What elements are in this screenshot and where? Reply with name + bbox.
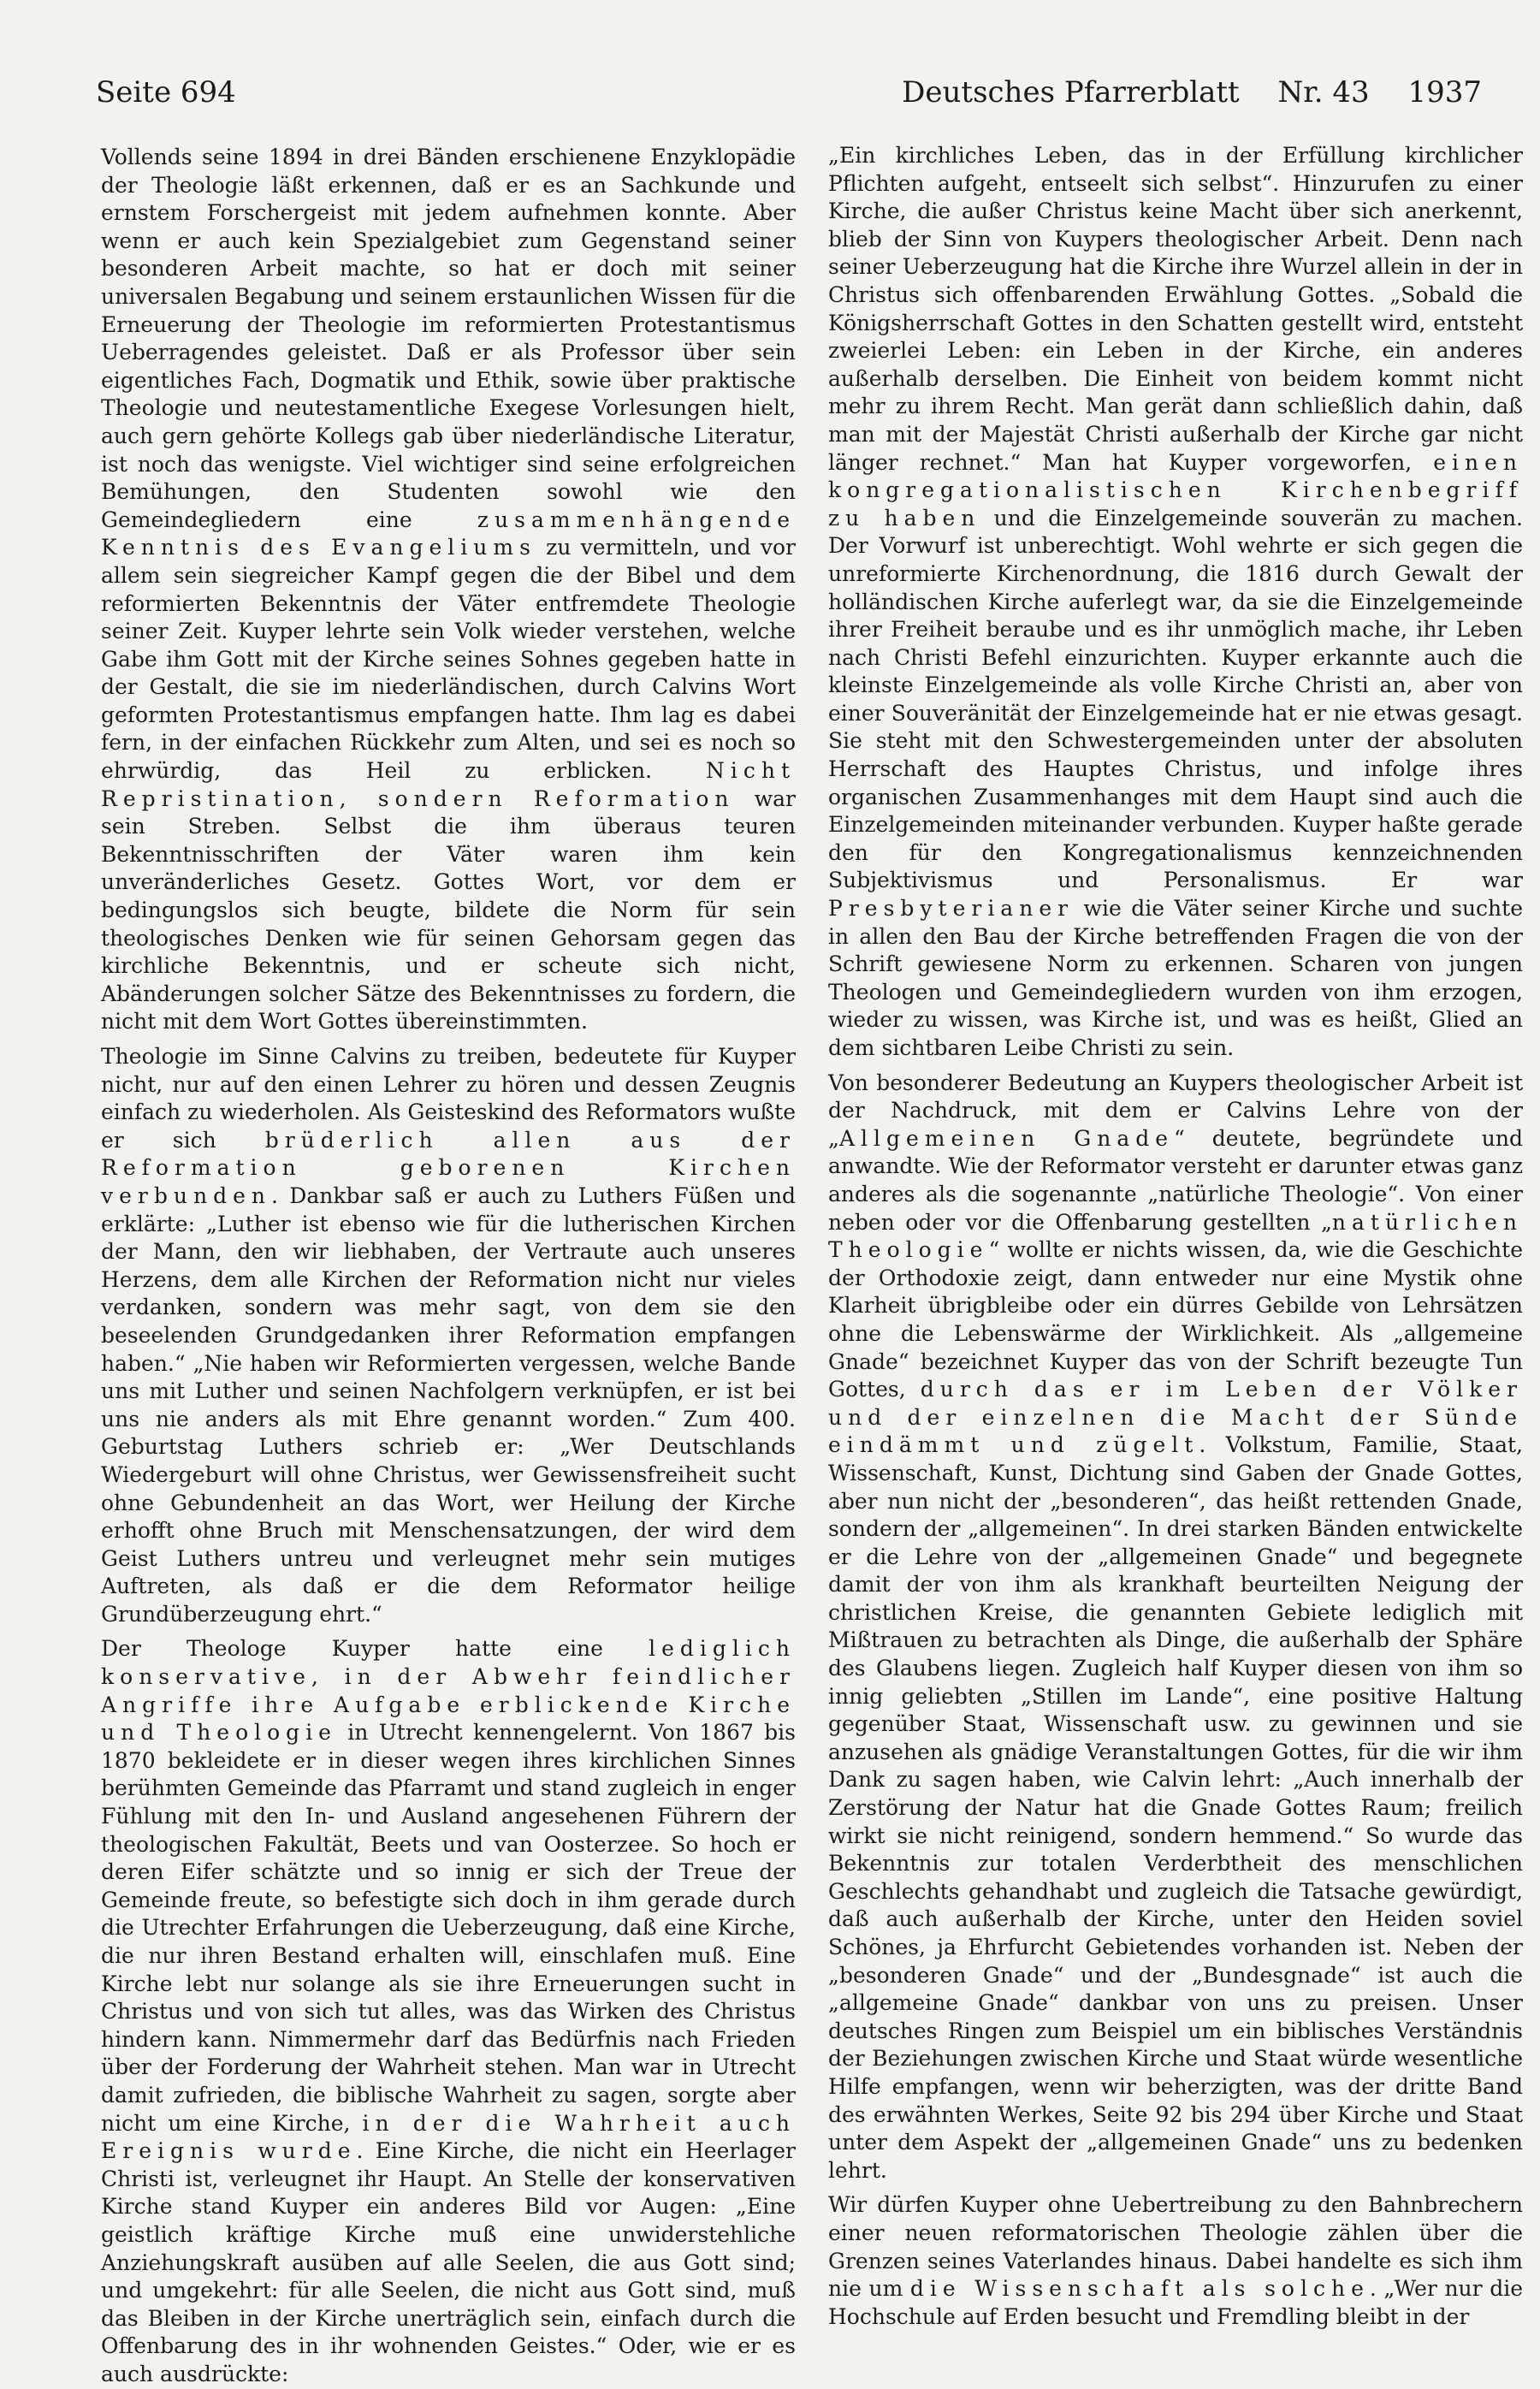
spaced-emphasis: zusammenhängende Kenntnis des Evangeliums: [101, 507, 796, 560]
year: 1937: [1407, 75, 1482, 110]
journal-info: [873, 75, 1482, 110]
spaced-emphasis: Allgemeinen Gnade: [838, 1125, 1175, 1151]
text-run: “ wollte er nichts wissen, da, wie die Geschichte der Orthodoxie zeigt, dann entweder nur eine Mystik ohne Klarheit übrigbleibe oder ein dürres Gebilde von Lehrsätzen ohne die Lebenswärme der Wirklichkeit. Als „allgemeine Gnade“ bezeichnet Kuyper das von der Schrift bezeugte Tun Gottes,: [828, 1237, 1523, 1402]
text-run: Theologie im Sinne Calvins zu treiben, bedeutete für Kuyper nicht, nur auf den einen Lehrer zu hören und dessen Zeugnis einfach zu wiederholen. Als Geisteskind des Reformators wußte er sich: [101, 1044, 796, 1153]
issue-number: Nr. 43: [1277, 75, 1370, 110]
text-run: . Dankbar saß er auch zu Luthers Füßen und erklärte: „Luther ist ebenso wie für die lutherischen Kirchen der Mann, den wir liebhaben, der Vertraute auch unseres Herzens, dem alle Kirchen der Reformation nicht nur vieles verdanken, sondern was mehr sagt, von dem sie den beseelenden Grundgedanken ihrer Reformation empfangen haben.“ „Nie haben wir Reformierten vergessen, welche Bande uns mit Luther und seinen Nachfolgern verknüpfen, er ist bei uns nie anders als mit Ehre genannt worden.“ Zum 400. Geburtstag Luthers schrieb er: „Wer Deutschlands Wiedergeburt will ohne Christus, wer Gewissensfreiheit sucht ohne Gebundenheit an das Wort, wer Heilung der Kirche erhofft ohne Bruch mit Menschensatzungen, der wird dem Geist Luthers untreu und verleugnet mehr sein mutiges Auftreten, als daß er die dem Reformator heilige Grundüberzeugung ehrt.“: [101, 1183, 796, 1627]
text-run: . Eine Kirche, die nicht ein Heerlager Christi ist, verleugnet ihr Haupt. An Stelle der konservativen Kirche stand Kuyper ein anderes Bild vor Augen: „Eine geistlich kräftige Kirche muß eine unwiderstehliche Anziehungskraft ausüben auf alle Seelen, die aus Gott sind; und umgekehrt: für alle Seelen, die nicht aus Gott sind, muß das Bleiben in der Kirche unerträglich sein, einfach durch die Offenbarung des in ihr wohnenden Geistes.“ Oder, wie er es auch ausdrückte:: [101, 2138, 796, 2386]
paragraph: [828, 2191, 1523, 2331]
spaced-emphasis: brüderlich allen aus der Reformation geborenen Kirchen verbunden: [101, 1127, 796, 1208]
spaced-emphasis: die Wissenschaft als solche: [909, 2276, 1370, 2302]
page-number: Seite 694: [96, 75, 236, 110]
text-run: und die Einzelgemeinde souverän zu machen. Der Vorwurf ist unberechtigt. Wohl wehrte er sich gegen die unreformierte Kirchenordnung, die 1816 durch Gewalt der holländischen Kirche auferlegt war, da sie die Einzelgemeinde ihrer Freiheit beraube und es ihr unmöglich mache, ihr Leben nach Christi Befehl einzurichten. Kuyper erkannte auch die kleinste Einzelgemeinde als volle Kirche Christi an, aber von einer Souveränität der Einzelgemeinde hat er nie etwas gesagt. Sie steht mit den Schwestergemeinden unter der absoluten Herrschaft des Hauptes Christus, und infolge ihres organischen Zusammenhanges mit dem Haupt sind auch die Einzelgemeinden miteinander verbunden. Kuyper haßte gerade den für den Kongregationalismus kennzeichnenden Subjektivismus und Personalismus. Er war: [828, 505, 1524, 893]
text-run: . Volkstum, Familie, Staat, Wissenschaft, Kunst, Dichtung sind Gaben der Gnade Gottes, aber nun nicht der „besonderen“, das heißt rettenden Gnade, sondern der „allgemeinen“. In drei starken Bänden entwickelte er die Lehre von der „allgemeinen Gnade“ und begegnete damit der von ihm als krankhaft beurteilten Neigung der christlichen Kreise, die genannten Gebiete lediglich mit Mißtrauen zu betrachten als Dinge, die außerhalb der Sphäre des Glaubens liegen. Zugleich half Kuyper diesen von ihm so innig geliebten „Stillen im Lande“, eine positive Haltung gegenüber Staat, Wissenschaft usw. zu gewinnen und sie anzusehen als gnädige Veranstaltungen Gottes, für die wir ihm Dank zu sagen haben, wie Calvin lehrt: „Auch innerhalb der Zerstörung der Natur hat die Gnade Gottes Raum; freilich wirkt sie nicht reinigend, sondern hemmend.“ So wurde das Bekenntnis zur totalen Verderbtheit des menschlichen Geschlechts gehandhabt und zugleich die Tatsache gewürdigt, daß auch außerhalb der Kirche, unter den Heiden soviel Schönes, ja Ehrfurcht Gebietendes vorhanden ist. Neben der „besonderen Gnade“ und der „Bundesgnade“ ist auch die „allgemeine Gnade“ dankbar von uns zu preisen. Unser deutsches Ringen zum Beispiel um ein biblisches Verständnis der Beziehungen zwischen Kirche und Staat würde wesentliche Hilfe empfangen, wenn wir beherzigten, was der dritte Band des erwähnten Werkes, Seite 92 bis 294 über Kirche und Staat unter dem Aspekt der „allgemeinen Gnade“ uns zu bedenken lehrt.: [828, 1432, 1523, 2183]
text-run: . „Wer nur die Hochschule auf Erden besucht und Fremdling bleibt in der: [828, 2276, 1523, 2329]
spaced-emphasis: lediglich konservative, in der Abwehr feindlicher Angriffe ihre Aufgabe erblickende Kirche und Theologie: [101, 1636, 796, 1746]
text-run: Von besonderer Bedeutung an Kuypers theologischer Arbeit ist der Nachdruck, mit dem er Calvins Lehre von der „: [828, 1070, 1523, 1151]
spaced-emphasis: einen kongregationalistischen Kirchenbegriff zu haben: [828, 449, 1523, 531]
paragraph: [101, 1635, 796, 2388]
text-run: war sein Streben. Selbst die ihm überaus teuren Bekenntnisschriften der Väter waren ihm kein unveränderliches Gesetz. Gottes Wort, vor dem er bedingungslos sich beugte, bildete die Norm für sein theologisches Denken wie für seinen Gehorsam gegen das kirchliche Bekenntnis, und er scheute sich nicht, Abänderungen solcher Sätze des Bekenntnisses zu fordern, die nicht mit dem Wort Gottes übereinstimmten.: [101, 785, 796, 1034]
journal-title: Deutsches Pfarrerblatt: [902, 75, 1240, 110]
text-run: „Ein kirchliches Leben, das in der Erfüllung kirchlicher Pflichten aufgeht, entseelt sich selbst“. Hinzurufen zu einer Kirche, die außer Christus keine Macht über sich anerkennt, blieb der Sinn von Kuypers theologischer Arbeit. Denn nach seiner Ueberzeugung hat die Kirche ihre Wurzel allein in der in Christus sich offenbarenden Erwählung Gottes. „Sobald die Königsherrschaft Gottes in den Schatten gestellt wird, entsteht zweierlei Leben: ein Leben in der Kirche, ein anderes außerhalb derselben. Die Einheit von beidem kommt nicht mehr zu ihrem Recht. Man gerät dann schließlich dahin, daß man mit der Majestät Christi außerhalb der Kirche gar nicht länger rechnet.“ Man hat Kuyper vorgeworfen,: [828, 143, 1523, 475]
right-column: [828, 143, 1524, 2329]
text-run: zu vermitteln, und vor allem sein siegreicher Kampf gegen die der Bibel und dem reformierten Bekenntnis der Väter entfremdete Theologie seiner Zeit. Kuyper lehrte sein Volk wieder verstehen, welche Gabe ihm Gott mit der Kirche seines Sohnes gegeben hatte in der Gestalt, die sie im niederländischen, durch Calvins Wort geformten Protestantismus empfangen hatte. Ihm lag es dabei fern, in der einfachen Rückkehr zum Alten, und sei es noch so ehrwürdig, das Heil zu erblicken.: [101, 535, 796, 784]
spaced-emphasis: in der die Wahrheit auch Ereignis wurde: [101, 2110, 797, 2164]
text-run: in Utrecht kennengelernt. Von 1867 bis 1870 bekleidete er in dieser wegen ihres kirchlichen Sinnes berühmten Gemeinde das Pfarramt und stand zugleich in enger Fühlung mit den In- und Ausland angesehenen Führern der theologischen Fakultät, Beets und van Oosterzee. So hoch er deren Eifer schätzte und so innig er sich der Treue der Gemeinde freute, so befestigte sich doch in ihm gerade durch die Utrechter Erfahrungen die Ueberzeugung, daß eine Kirche, die nur ihren Bestand erhalten will, einschlafen muß. Eine Kirche lebt nur solange als sie ihre Erneuerungen sucht in Christus und von sich tut alles, was das Wirken des Christus hindern kann. Nimmermehr darf das Bedürfnis nach Frieden über der Forderung der Wahrheit stehen. Man war in Utrecht damit zufrieden, die biblische Wahrheit zu sagen, sorgte aber nicht um eine Kirche,: [101, 1720, 796, 2136]
left-column: [101, 144, 797, 2386]
paragraph: [828, 1070, 1523, 2185]
spaced-emphasis: durch das er im Leben der Völker und der einzelnen die Macht der Sünde eindämmt und zügelt: [828, 1377, 1523, 1458]
text-run: Der Theologe Kuyper hatte eine: [101, 1636, 649, 1662]
text-run: wie die Väter seiner Kirche und suchte in allen den Bau der Kirche betreffenden Fragen die von der Schrift gewiesene Norm zu erkennen. Scharen von jungen Theologen und Gemeindegliedern wurden von ihm erzogen, wieder zu wissen, was Kirche ist, und was es heißt, Glied an dem sichtbaren Leibe Christi zu sein.: [828, 896, 1523, 1060]
spaced-emphasis: natürlichen Theologie: [828, 1209, 1523, 1263]
text-run: “ deutete, begründete und anwandte. Wie der Reformator versteht er darunter etwas ganz anderes als die sogenannte „natürliche Theologie“. Von einer neben oder vor die Offenbarung gestellten „: [828, 1125, 1524, 1235]
page-header: [96, 75, 1482, 123]
spaced-emphasis: Presbyterianer: [828, 896, 1075, 922]
paragraph: [101, 144, 796, 1036]
paragraph: [828, 142, 1523, 1063]
spaced-emphasis: Nicht Repristination, sondern Reformation: [101, 758, 796, 811]
paragraph: [101, 1043, 796, 1628]
text-run: Vollends seine 1894 in drei Bänden erschienene Enzyklopädie der Theologie läßt erkennen, daß er es an Sachkunde und ernstem Forschergeist mit jedem aufnehmen konnte. Aber wenn er auch kein Spezialgebiet zum Gegenstand seiner besonderen Arbeit machte, so hat er doch mit seiner universalen Begabung und seinem erstaunlichen Wissen für die Erneuerung der Theologie im reformierten Protestantismus Ueberragendes geleistet. Daß er als Professor über sein eigentliches Fach, Dogmatik und Ethik, sowie über praktische Theologie und neutestamentliche Exegese Vorlesungen hielt, auch gern gehörte Kollegs gab über niederländische Literatur, ist noch das wenigste. Viel wichtiger sind seine erfolgreichen Bemühungen, den Studenten sowohl wie den Gemeindegliedern eine: [101, 145, 796, 532]
text-run: Wir dürfen Kuyper ohne Uebertreibung zu den Bahnbrechern einer neuen reformatorischen Theologie zählen über die Grenzen seines Vaterlandes hinaus. Dabei handelte es sich ihm nie um: [828, 2192, 1523, 2302]
